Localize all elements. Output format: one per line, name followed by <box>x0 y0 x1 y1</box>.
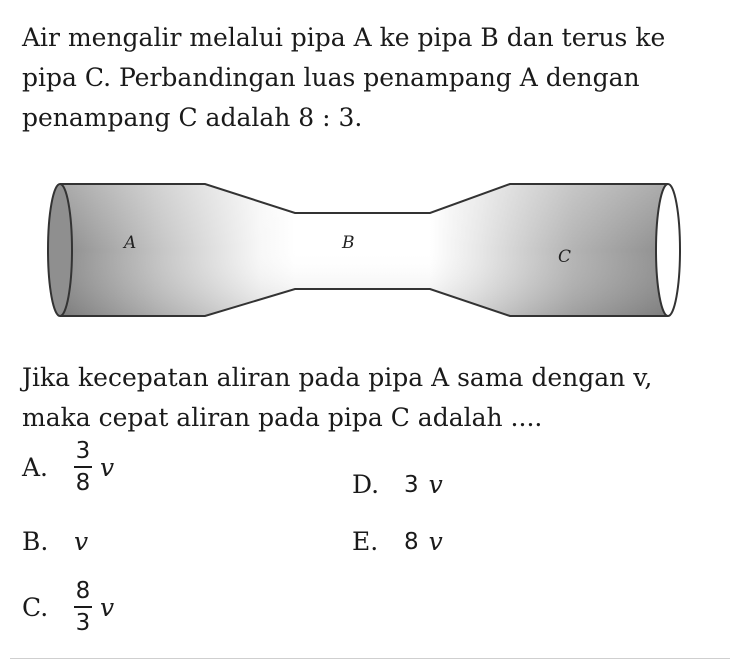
question-stem: Jika kecepatan aliran pada pipa A sama dengan v, maka cepat aliran pada pipa C adalah .... <box>22 363 653 432</box>
pipe-a-label: A <box>124 233 137 253</box>
option-coefficient: 3 <box>404 471 419 498</box>
option-fraction <box>74 578 92 636</box>
option-variable: v <box>428 470 443 499</box>
option-a[interactable] <box>22 438 114 496</box>
pipe-b-label: B <box>342 233 355 253</box>
question-intro: Air mengalir melalui pipa A ke pipa B dan terus ke pipa C. Perbandingan luas penampang A dengan penampang C adalah 8 : 3. <box>22 23 666 132</box>
option-d[interactable] <box>352 470 443 499</box>
option-b[interactable] <box>22 527 88 556</box>
option-variable: v <box>100 592 115 622</box>
option-c[interactable] <box>22 578 114 636</box>
option-letter: C. <box>22 592 49 622</box>
option-variable: v <box>100 452 115 482</box>
fraction-denominator: 3 <box>75 610 91 636</box>
option-letter: D. <box>352 470 380 499</box>
pipe-a-opening <box>48 184 72 316</box>
option-e[interactable] <box>352 527 443 556</box>
option-letter: B. <box>22 527 49 556</box>
option-variable: v <box>74 527 89 556</box>
bottom-divider <box>10 658 730 659</box>
fraction-numerator: 8 <box>75 578 91 604</box>
fraction-bar <box>74 466 92 468</box>
pipe-c-opening <box>656 184 680 316</box>
option-variable: v <box>428 527 443 556</box>
fraction-bar <box>74 606 92 608</box>
option-letter: A. <box>22 452 49 482</box>
fraction-denominator: 8 <box>75 470 91 496</box>
option-fraction <box>74 438 92 496</box>
pipe-diagram <box>40 176 690 326</box>
pipe-c-label: C <box>558 247 572 267</box>
option-letter: E. <box>352 527 379 556</box>
option-coefficient: 8 <box>404 528 419 555</box>
fraction-numerator: 3 <box>75 438 91 464</box>
